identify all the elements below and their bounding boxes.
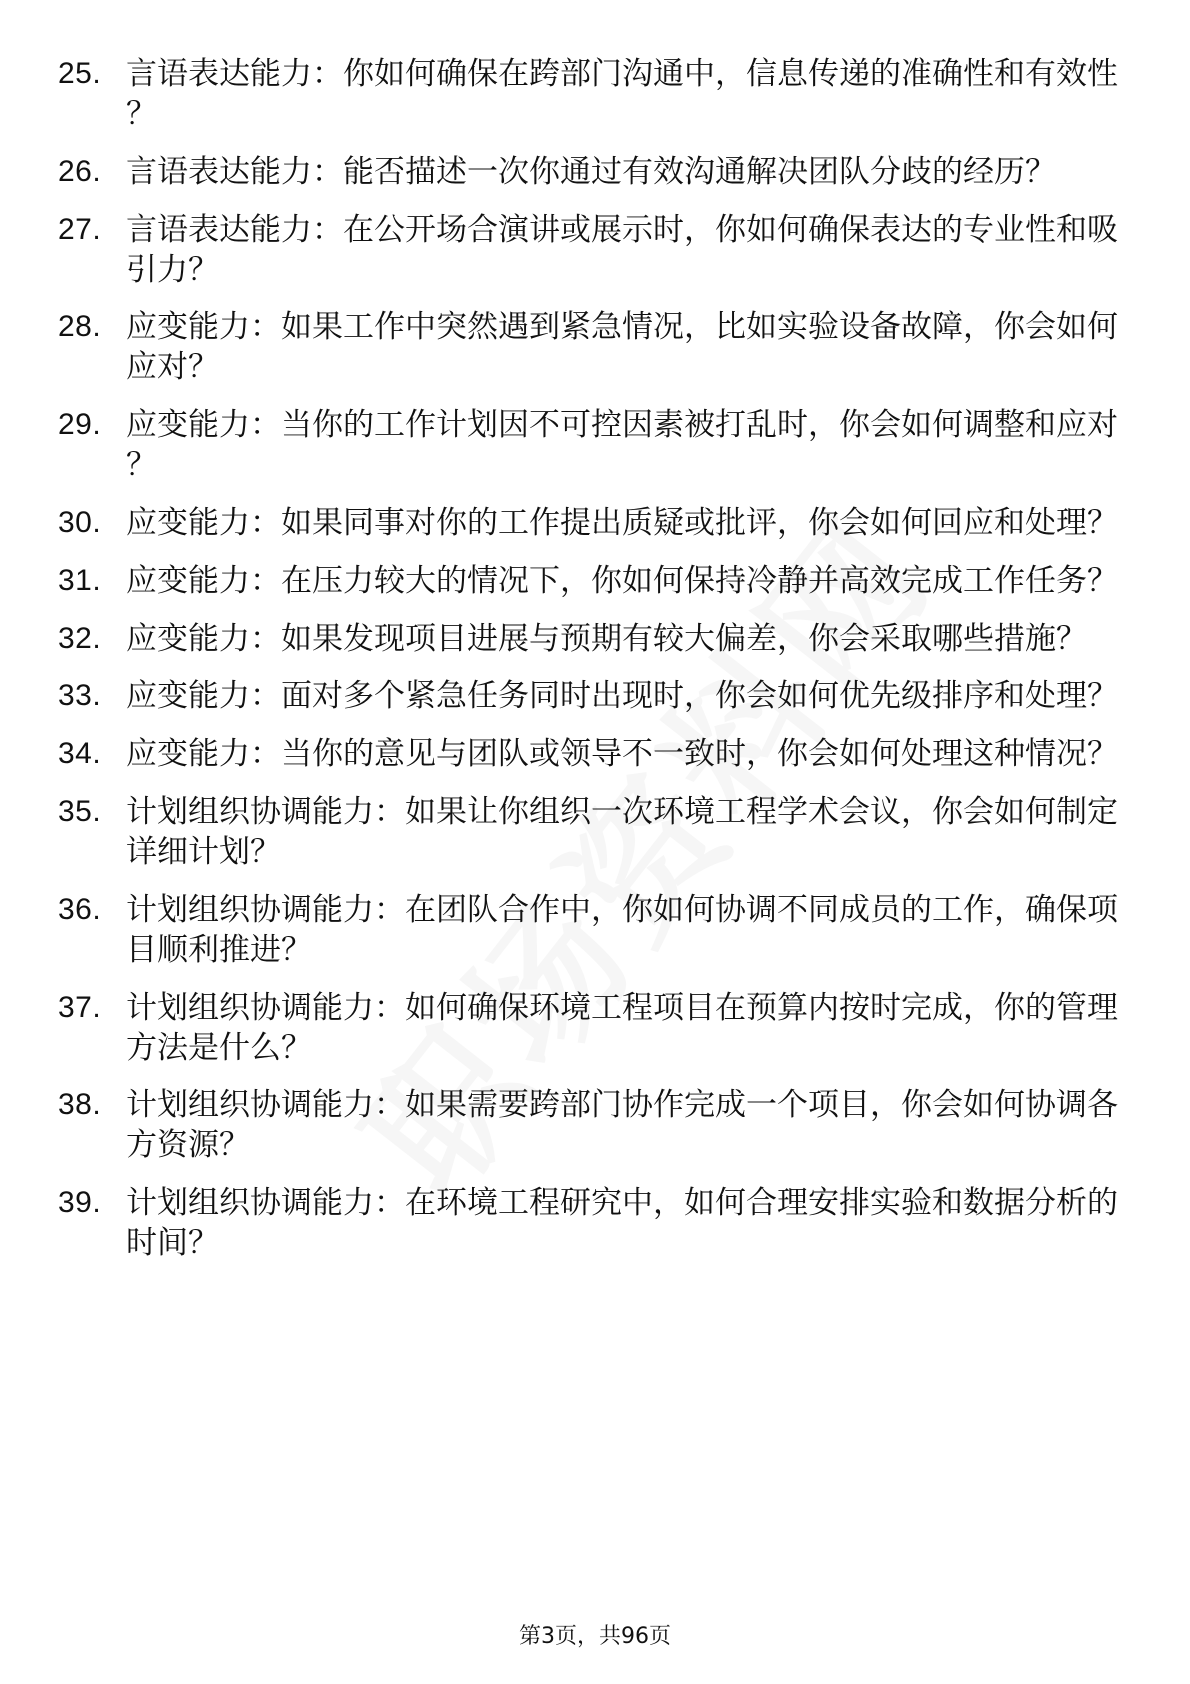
- question-text: 应变能力：当你的意见与团队或领导不一致时，你会如何处理这种情况？: [126, 736, 1118, 773]
- list-item: [58, 152, 1118, 192]
- question-number: 32.: [58, 621, 102, 655]
- list-item: [58, 1085, 1118, 1165]
- list-item: [58, 988, 1118, 1068]
- question-number: 38.: [58, 1088, 102, 1122]
- question-text: 应变能力：面对多个紧急任务同时出现时，你会如何优先级排序和处理？: [126, 678, 1118, 715]
- question-number: 31.: [58, 563, 102, 597]
- question-number: 34.: [58, 737, 102, 771]
- question-text: 应变能力：如果工作中突然遇到紧急情况，比如实验设备故障，你会如何应对？: [126, 309, 1118, 386]
- question-text: 计划组织协调能力：如果让你组织一次环境工程学术会议，你会如何制定详细计划？: [126, 793, 1118, 870]
- list-item: [58, 676, 1118, 716]
- list-item: [58, 619, 1118, 659]
- list-item: [58, 54, 1118, 134]
- question-text: 应变能力：当你的工作计划因不可控因素被打乱时，你会如何调整和应对？: [126, 407, 1118, 484]
- question-text: 计划组织协调能力：如果需要跨部门协作完成一个项目，你会如何协调各方资源？: [126, 1087, 1118, 1164]
- question-text: 言语表达能力：在公开场合演讲或展示时，你如何确保表达的专业性和吸引力？: [126, 211, 1118, 288]
- question-text: 应变能力：在压力较大的情况下，你如何保持冷静并高效完成工作任务？: [126, 562, 1118, 599]
- list-item: [58, 210, 1118, 290]
- question-number: 30.: [58, 505, 102, 539]
- question-text: 计划组织协调能力：如何确保环境工程项目在预算内按时完成，你的管理方法是什么？: [126, 989, 1118, 1066]
- question-list: [58, 54, 1118, 1281]
- question-text: 计划组织协调能力：在团队合作中，你如何协调不同成员的工作，确保项目顺利推进？: [126, 891, 1118, 968]
- question-number: 36.: [58, 892, 102, 926]
- question-text: 应变能力：如果发现项目进展与预期有较大偏差，你会采取哪些措施？: [126, 620, 1087, 657]
- question-text: 计划组织协调能力：在环境工程研究中，如何合理安排实验和数据分析的时间？: [126, 1185, 1118, 1262]
- question-number: 39.: [58, 1186, 102, 1220]
- list-item: [58, 792, 1118, 872]
- list-item: [58, 503, 1118, 543]
- question-number: 28.: [58, 310, 102, 344]
- list-item: [58, 561, 1118, 601]
- question-number: 25.: [58, 57, 102, 90]
- question-number: 27.: [58, 212, 102, 246]
- question-text: 言语表达能力：能否描述一次你通过有效沟通解决团队分歧的经历？: [126, 153, 1056, 190]
- question-text: 应变能力：如果同事对你的工作提出质疑或批评，你会如何回应和处理？: [126, 504, 1118, 541]
- list-item: [58, 1183, 1118, 1263]
- list-item: [58, 890, 1118, 970]
- question-text: 言语表达能力：你如何确保在跨部门沟通中，信息传递的准确性和有效性？: [126, 56, 1118, 132]
- question-number: 26.: [58, 154, 102, 188]
- question-number: 33.: [58, 679, 102, 713]
- question-number: 29.: [58, 408, 102, 442]
- list-item: [58, 734, 1118, 774]
- question-number: 35.: [58, 794, 102, 828]
- page-number-footer: 第3页，共96页: [519, 1624, 671, 1649]
- list-item: [58, 405, 1118, 485]
- question-number: 37.: [58, 990, 102, 1024]
- list-item: [58, 307, 1118, 387]
